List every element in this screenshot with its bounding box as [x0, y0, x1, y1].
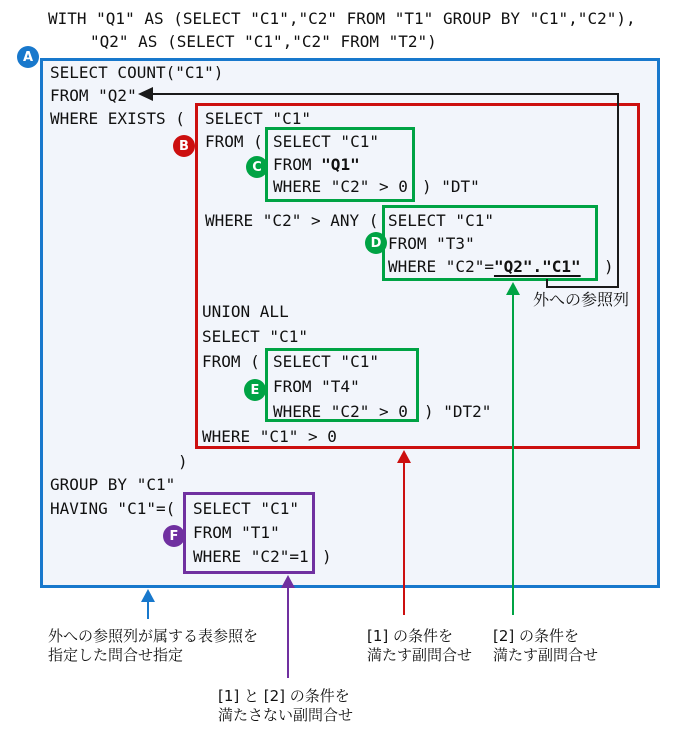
- badge-f: F: [163, 525, 185, 547]
- red-callout-line: [403, 462, 405, 615]
- ref-arrowhead-left-icon: [138, 87, 153, 101]
- sql-having: HAVING "C1"=(: [50, 499, 176, 518]
- blue-callout-line: [147, 601, 149, 619]
- purple-note-line2: 満たさない副問合せ: [218, 706, 354, 724]
- sql-b-where-c1: WHERE "C1" > 0: [202, 427, 337, 446]
- sql-from-q2: FROM "Q2": [50, 86, 137, 105]
- ref-line-top: [152, 93, 619, 95]
- sql-d-where-keyword: WHERE "C2"=: [388, 257, 494, 276]
- sql-b-from-open2: FROM (: [202, 352, 260, 371]
- badge-e: E: [244, 379, 266, 401]
- red-arrowhead-up-icon: [397, 450, 411, 463]
- green-callout-line: [512, 294, 514, 615]
- sql-exists-close: ): [178, 452, 188, 471]
- ref-line-tick: [546, 279, 548, 288]
- sql-f-from: FROM "T1": [193, 523, 280, 542]
- purple-arrowhead-up-icon: [281, 575, 295, 588]
- badge-c: C: [246, 156, 268, 178]
- sql-c-close-alias: ) "DT": [422, 177, 480, 196]
- sql-b-select: SELECT "C1": [205, 109, 311, 128]
- sql-c-where: WHERE "C2" > 0: [273, 177, 408, 196]
- sql-d-select: SELECT "C1": [388, 211, 494, 230]
- sql-f-select: SELECT "C1": [193, 499, 299, 518]
- sql-d-close: ): [604, 257, 614, 276]
- outer-ref-label: 外への参照列: [533, 290, 630, 309]
- sql-group-by: GROUP BY "C1": [50, 475, 176, 494]
- green-arrowhead-up-icon: [506, 282, 520, 295]
- sql-b-select2: SELECT "C1": [202, 327, 308, 346]
- sql-d-where: [388, 258, 581, 275]
- sql-c-select: SELECT "C1": [273, 132, 379, 151]
- red-note-line1: [1] の条件を: [367, 627, 454, 645]
- purple-callout-line: [287, 587, 289, 678]
- badge-b: B: [173, 135, 195, 157]
- sql-e-select: SELECT "C1": [273, 352, 379, 371]
- sql-c-from-keyword: FROM: [273, 155, 322, 174]
- green-note-line2: 満たす副問合せ: [493, 646, 599, 664]
- sql-e-from: FROM "T4": [273, 377, 360, 396]
- badge-d: D: [365, 232, 387, 254]
- sql-c-from: [273, 156, 360, 173]
- sql-c-from-table: "Q1": [321, 155, 360, 174]
- ref-line-right: [617, 93, 619, 288]
- purple-note-line1: [1] と [2] の条件を: [218, 687, 350, 705]
- sql-e-close-alias: ) "DT2": [424, 402, 492, 421]
- sql-f-close: ): [322, 547, 332, 566]
- sql-select-count: SELECT COUNT("C1"): [50, 63, 224, 82]
- with-clause-line1: WITH "Q1" AS (SELECT "C1","C2" FROM "T1" GROUP BY "C1","C2"),: [48, 9, 636, 28]
- sql-b-where-any: WHERE "C2" > ANY (: [205, 211, 379, 230]
- blue-arrowhead-up-icon: [141, 589, 155, 602]
- sql-d-from: FROM "T3": [388, 234, 475, 253]
- ref-line-bottom: [546, 286, 619, 288]
- sql-b-from-open: FROM (: [205, 132, 263, 151]
- sql-f-where: WHERE "C2"=1: [193, 547, 309, 566]
- blue-note-line2: 指定した問合せ指定: [48, 646, 184, 664]
- sql-e-where: WHERE "C2" > 0: [273, 402, 408, 421]
- blue-note-line1: 外への参照列が属する表参照を: [48, 627, 259, 645]
- sql-d-outer-ref: "Q2"."C1": [493, 257, 581, 276]
- green-note-line1: [2] の条件を: [493, 627, 580, 645]
- sql-where-exists: WHERE EXISTS (: [50, 109, 185, 128]
- badge-a: A: [17, 46, 39, 68]
- with-clause-line2: "Q2" AS (SELECT "C1","C2" FROM "T2"): [90, 32, 437, 51]
- red-note-line2: 満たす副問合せ: [367, 646, 473, 664]
- sql-union-all: UNION ALL: [202, 302, 289, 321]
